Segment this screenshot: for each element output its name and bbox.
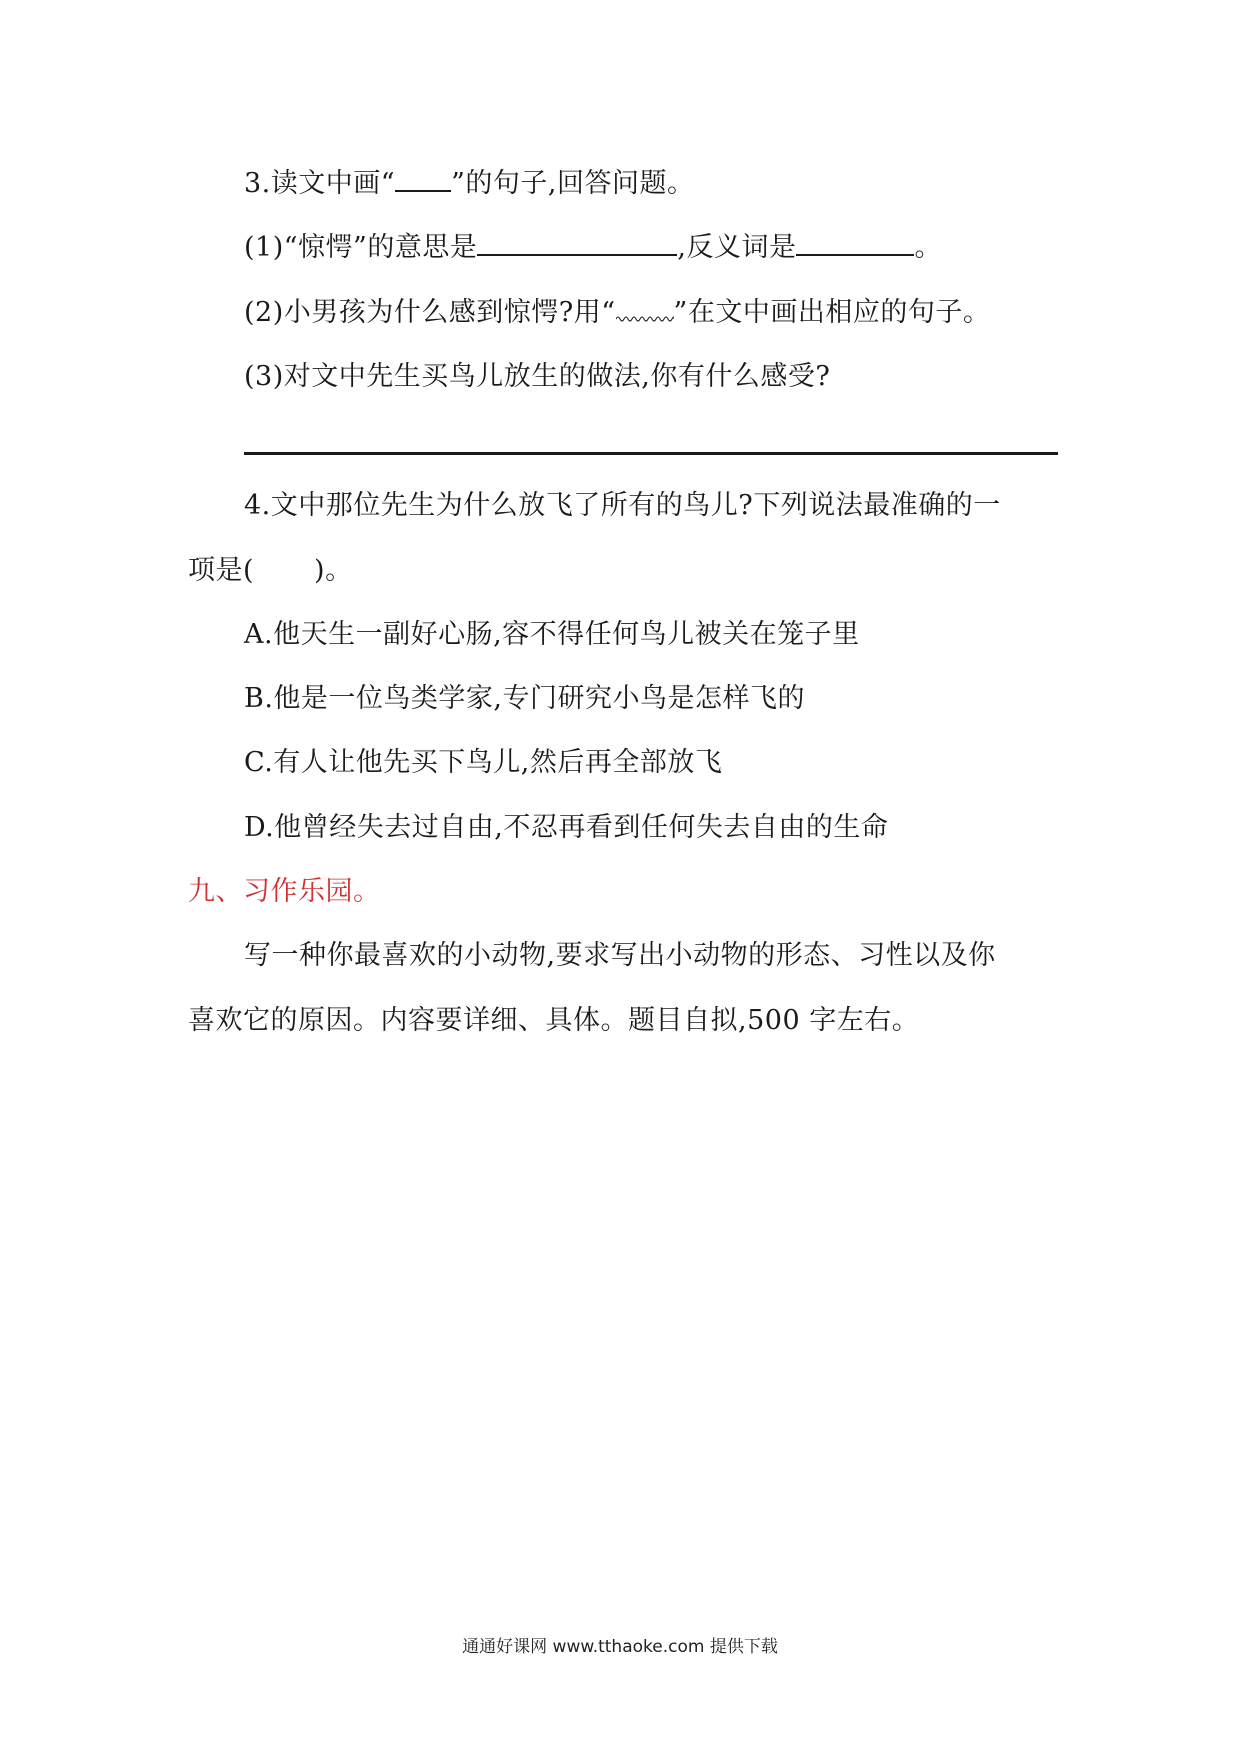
q4-stem-text-a: 项是( — [188, 555, 255, 586]
q3-sub1-text-b: ,反义词是 — [677, 232, 797, 263]
q4-option-a: A.他天生一副好心肠,容不得任何鸟儿被关在笼子里 — [244, 619, 860, 650]
q3-sub1-text-c: 。 — [914, 232, 942, 263]
q3-sub1-text-a: (1)“惊愕”的意思是 — [244, 232, 478, 263]
q3-intro — [244, 164, 694, 204]
underline-marker — [395, 166, 451, 192]
q4-option-d: D.他曾经失去过自由,不忍再看到任何失去自由的生命 — [244, 812, 889, 843]
q4-stem-text-b: )。 — [314, 555, 353, 586]
wavy-underline-marker — [616, 297, 674, 321]
q3-sub1 — [244, 228, 942, 268]
q4-option-b: B.他是一位鸟类学家,专门研究小鸟是怎样飞的 — [244, 683, 806, 714]
q3-sub2 — [244, 293, 990, 333]
q4-option-c: C.有人让他先买下鸟儿,然后再全部放飞 — [244, 747, 723, 778]
q3-intro-text-b: ”的句子,回答问题。 — [451, 168, 695, 199]
q4-stem-line1: 4.文中那位先生为什么放飞了所有的鸟儿?下列说法最准确的一 — [244, 490, 1001, 521]
q3-sub3: (3)对文中先生买鸟儿放生的做法,你有什么感受? — [244, 361, 831, 392]
q3-sub2-text-a: (2)小男孩为什么感到惊愕?用“ — [244, 297, 616, 328]
section9-heading: 九、习作乐园。 — [188, 876, 381, 907]
page-footer: 通通好课网 www.tthaoke.com 提供下载 — [462, 1637, 778, 1657]
q3-sub2-text-b: ”在文中画出相应的句子。 — [673, 297, 991, 328]
section9-body-line1: 写一种你最喜欢的小动物,要求写出小动物的形态、习性以及你 — [244, 940, 996, 971]
section9-body-line2: 喜欢它的原因。内容要详细、具体。题目自拟,500 字左右。 — [188, 1005, 920, 1036]
q4-stem-line2 — [188, 551, 353, 591]
antonym-answer-blank[interactable] — [796, 230, 914, 256]
feeling-answer-line[interactable] — [244, 452, 1058, 455]
meaning-answer-blank[interactable] — [477, 230, 677, 256]
q3-intro-text-a: 3.读文中画“ — [244, 168, 396, 199]
